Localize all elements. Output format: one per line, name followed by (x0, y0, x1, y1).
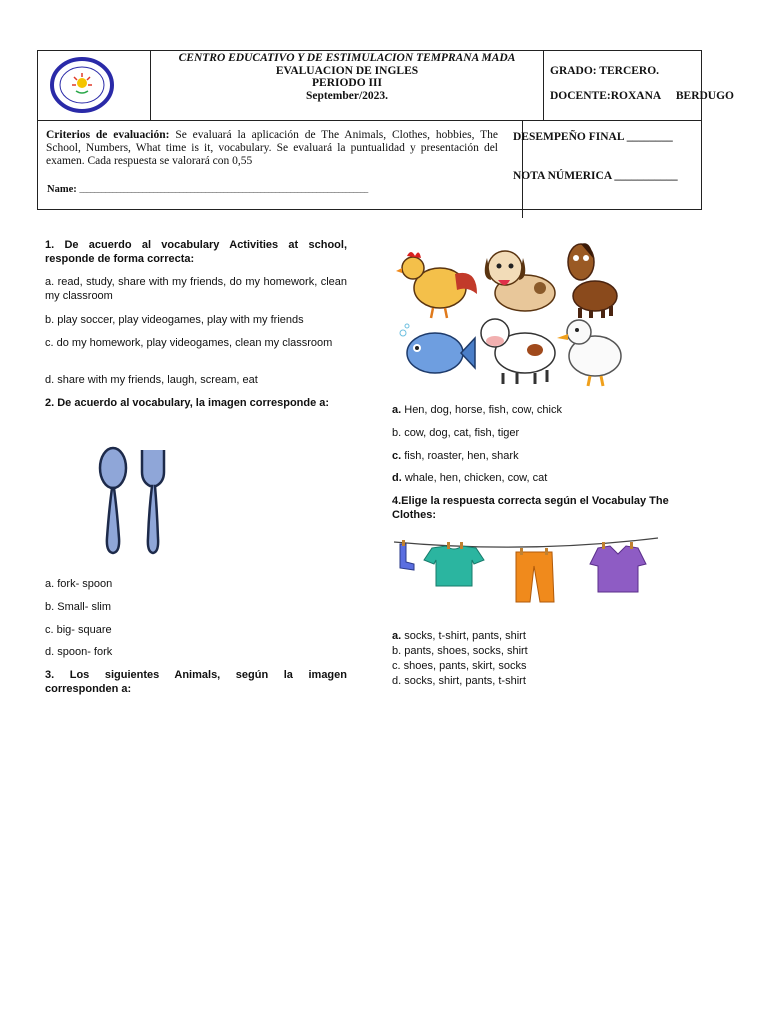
fork-icon (142, 450, 164, 553)
period: PERIODO III (312, 77, 382, 89)
cow-icon (481, 319, 555, 384)
name-field[interactable]: ______________________________________________________________________________ (79, 185, 368, 194)
duck-icon (557, 320, 621, 386)
spoon-fork-image (60, 440, 210, 565)
q4-option-b[interactable] (392, 644, 704, 658)
school-title-cell (150, 51, 544, 120)
q3-option-b-text: b. cow, dog, cat, fish, tiger (392, 427, 520, 439)
socks-icon (400, 540, 414, 570)
criteria-text: Se evaluará la aplicación de The Animals, Clothes, hobbies, The School, Numbers, What time is it, vocabulary. Se evaluará la puntualidad y presentación del examen. Cada respuesta se valorará con 0,55 (46, 129, 498, 167)
teacher-name-wrap (550, 90, 734, 103)
q2-option-b[interactable]: b. Small- slim (45, 601, 112, 613)
q3-option-d-letter: d. (392, 472, 402, 484)
q3-option-a[interactable] (392, 403, 704, 417)
q3-option-a-text: Hen, dog, horse, fish, cow, chick (401, 404, 562, 416)
criteria-label: Criterios de evaluación: (46, 129, 170, 141)
q3-option-d-text: whale, hen, chicken, cow, cat (401, 472, 548, 484)
q1-title: 1. De acuerdo al vocabulary Activities at school, responde de forma correcta: (45, 239, 347, 265)
fish-icon (400, 324, 475, 373)
q4-option-d[interactable] (392, 674, 704, 688)
exam-title: EVALUACION DE INGLES (275, 64, 419, 77)
q3-option-c-text: fish, roaster, hen, shark (401, 450, 519, 462)
q3-option-c[interactable] (392, 449, 704, 463)
animals-image (395, 238, 630, 388)
name-line-row (47, 183, 368, 196)
q3-title: 3. Los siguientes Animals, según la imagen corresponden a: (45, 669, 347, 695)
name-label: Name: (47, 184, 77, 195)
q4-option-d-text: d. socks, shirt, pants, t-shirt (392, 675, 526, 687)
shirt-icon (590, 542, 646, 592)
criteria-cell (38, 121, 523, 218)
q2-title: 2. De acuerdo al vocabulary, la imagen corresponde a: (45, 397, 330, 409)
q4-title: 4.Elige la respuesta correcta según el Vocabulay The Clothes: (392, 495, 669, 521)
q1-option-d[interactable]: d. share with my friends, laugh, scream, eat (45, 374, 258, 386)
q3-option-d[interactable] (392, 471, 704, 485)
q1-option-b[interactable]: b. play soccer, play videogames, play with my friends (45, 314, 304, 326)
grade-cell (544, 51, 734, 120)
q3-option-a-letter: a. (392, 404, 402, 416)
final-grade-field[interactable]: DESEMPEÑO FINAL ________ (513, 131, 673, 143)
horse-icon (568, 243, 617, 318)
teacher-label: DOCENTE: (550, 90, 611, 102)
grade: GRADO: TERCERO. (550, 65, 660, 77)
q2-option-d[interactable]: d. spoon- fork (45, 646, 113, 658)
q1-option-c[interactable]: c. do my homework, play videogames, clean my classroom (45, 337, 333, 349)
q4-option-c[interactable] (392, 659, 704, 673)
q1-option-a[interactable]: a. read, study, share with my friends, do my homework, clean my classroom (45, 276, 347, 302)
clothesline-icon (394, 538, 658, 547)
spoon-icon (100, 448, 126, 553)
q3-option-b[interactable] (392, 426, 704, 440)
final-cell (507, 121, 701, 210)
q2-option-a[interactable]: a. fork- spoon (45, 578, 113, 590)
pants-icon (516, 548, 554, 602)
hen-icon (396, 252, 477, 318)
logo-cell (38, 51, 150, 120)
school-logo-icon (50, 57, 114, 113)
clothes-line-image (392, 534, 660, 616)
q4-option-a-text: socks, t-shirt, pants, shirt (401, 630, 526, 642)
criteria (46, 129, 498, 168)
q4-option-c-text: c. shoes, pants, skirt, socks (392, 660, 527, 672)
teacher-name: ROXANA BERDUGO (610, 90, 734, 102)
q4-option-a[interactable] (392, 629, 704, 643)
exam-date: September/2023. (305, 89, 389, 102)
t-shirt-icon (424, 542, 484, 586)
header-table (37, 50, 734, 210)
school-name: CENTRO EDUCATIVO Y DE ESTIMULACION TEMPRANA MADA (178, 52, 516, 64)
q4-option-a-letter: a. (392, 630, 402, 642)
q2-option-c[interactable]: c. big- square (45, 624, 112, 636)
numeric-grade-field[interactable]: NOTA NÚMERICA ___________ (513, 170, 678, 182)
q4-option-b-text: b. pants, shoes, socks, shirt (392, 645, 528, 657)
dog-icon (485, 251, 555, 311)
q3-option-c-letter: c. (392, 450, 402, 462)
